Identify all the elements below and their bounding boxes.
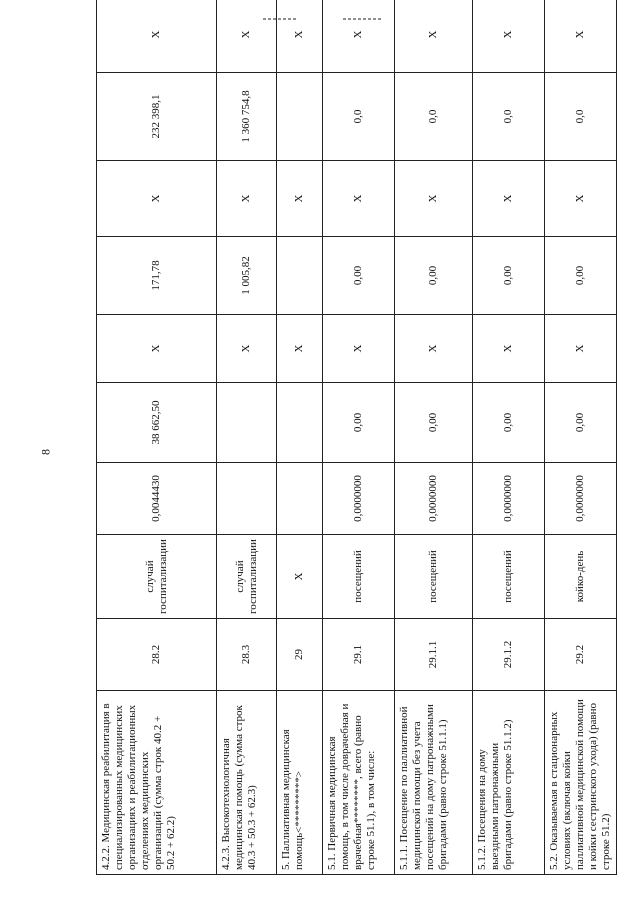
row-unit: койко-день [545,535,617,619]
row-unit: случай госпитализации [217,535,277,619]
row-value: X [217,315,277,383]
row-value: 171,78 [97,237,217,315]
row-name: 5.1.1. Посещение по паллиативной медицинской помощи без учета посещений на дому патронажными бригадами (равно строке 51.1.1) [395,691,473,875]
row-value: X [323,161,395,237]
page-number: 8 [38,449,53,455]
medical-care-table [96,0,617,875]
row-value: X [323,0,395,73]
row-name: 4.2.3. Высокотехнологичная медицинская помощь (сумма строк 40.3 + 50.3 + 62.3) [217,691,277,875]
row-value [277,73,323,161]
row-name: 5.1. Первичная медицинская помощь, в том числе доврачебная и врачебная********, всего (равно строке 51.1), в том числе: [323,691,395,875]
row-value: 0,0 [473,73,545,161]
row-code: 28.2 [97,619,217,691]
row-value: 0,00 [473,237,545,315]
row-value: 38 662,50 [97,383,217,463]
row-value: X [473,315,545,383]
row-value: X [277,161,323,237]
row-value: X [97,161,217,237]
row-value: X [217,0,277,73]
row-code: 29.1 [323,619,395,691]
table-row [473,0,545,875]
rotated-table-wrapper [96,30,612,875]
row-value: 1 005,82 [217,237,277,315]
row-value: 0,00 [323,383,395,463]
row-value: X [545,0,617,73]
row-name: 5.1.2. Посещения на дому выездными патронажными бригадами (равно строке 51.1.2) [473,691,545,875]
row-value: X [323,315,395,383]
row-value: 0,00 [545,237,617,315]
row-value: 0,00 [395,237,473,315]
row-value: X [97,315,217,383]
row-value [217,383,277,463]
row-value: 0,00 [323,237,395,315]
row-value: X [473,0,545,73]
table-row [395,0,473,875]
row-value: 0,0 [395,73,473,161]
row-value: 0,00 [395,383,473,463]
row-value: 232 398,1 [97,73,217,161]
row-value [277,237,323,315]
row-code: 29 [277,619,323,691]
row-value: 0,0 [323,73,395,161]
row-value: X [395,0,473,73]
table-row [323,0,395,875]
row-value: 0,0000000 [473,463,545,535]
row-code: 29.2 [545,619,617,691]
row-value [217,463,277,535]
row-value: 0,0000000 [545,463,617,535]
row-value: X [97,0,217,73]
table-row [545,0,617,875]
row-value: 0,0 [545,73,617,161]
row-value [277,463,323,535]
row-value [277,383,323,463]
table-row [277,0,323,875]
row-name: 5.2. Оказываемая в стационарных условиях (включая койки паллиативной медицинской помощи и койки сестринского ухода) (равно строке 51.2) [545,691,617,875]
row-code: 28.3 [217,619,277,691]
row-value: 0,00 [473,383,545,463]
row-value: X [277,315,323,383]
row-value: 0,0044430 [97,463,217,535]
row-code: 29.1.2 [473,619,545,691]
row-value: 0,0000000 [323,463,395,535]
row-value: X [545,161,617,237]
row-unit: посещений [323,535,395,619]
row-value: X [395,161,473,237]
row-unit: X [277,535,323,619]
row-name: 4.2.2. Медицинская реабилитация в специализированных медицинских организациях и реабилитационных отделениях медицинских организаций (сумма строк 40.2 + 50.2 + 62.2) [97,691,217,875]
row-value: X [277,0,323,73]
row-unit: посещений [473,535,545,619]
row-value: X [217,161,277,237]
row-value: X [545,315,617,383]
row-value: 1 360 754,8 [217,73,277,161]
row-unit: случай госпитализации [97,535,217,619]
row-value: X [395,315,473,383]
row-code: 29.1.1 [395,619,473,691]
row-value: 0,00 [545,383,617,463]
table-row [217,0,277,875]
table-row [97,0,217,875]
row-value: 0,0000000 [395,463,473,535]
row-name: 5. Паллиативная медицинская помощь<*********> [277,691,323,875]
row-value: X [473,161,545,237]
row-unit: посещений [395,535,473,619]
